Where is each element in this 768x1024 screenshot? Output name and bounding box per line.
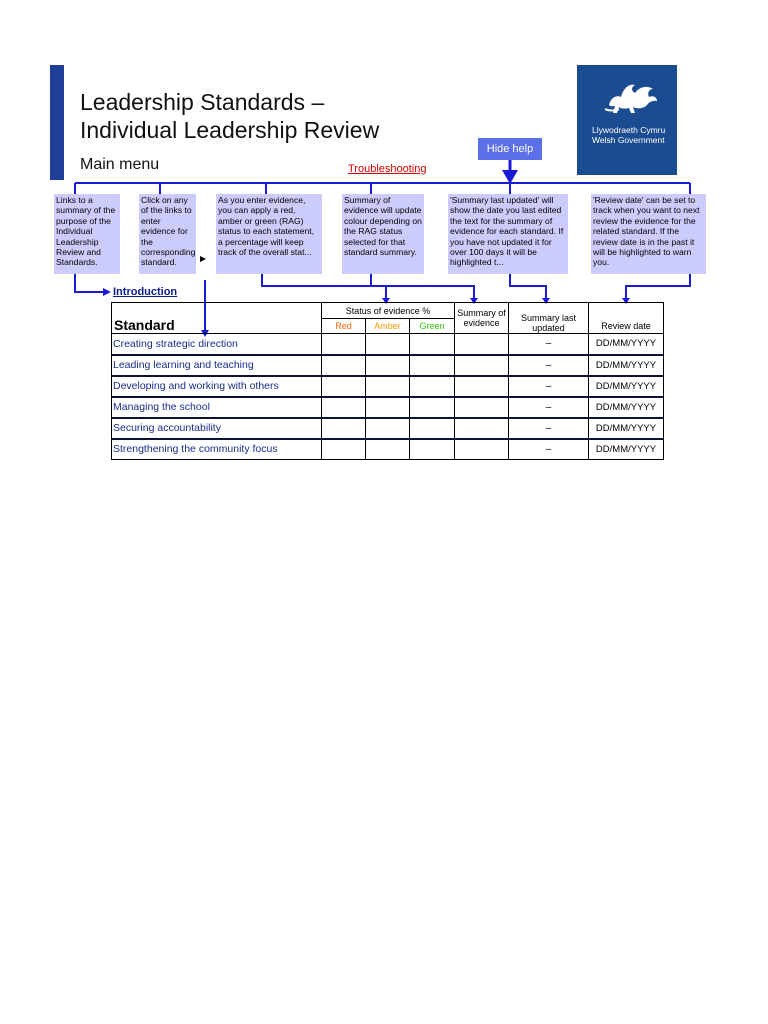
standard-link[interactable]: Developing and working with others bbox=[112, 376, 322, 397]
column-header-summary: Summary of evidence bbox=[455, 303, 509, 334]
red-percent-cell bbox=[322, 418, 366, 439]
table-row bbox=[112, 439, 664, 460]
amber-percent-cell bbox=[366, 334, 410, 355]
red-percent-cell bbox=[322, 439, 366, 460]
table-row bbox=[112, 376, 664, 397]
standard-link[interactable]: Creating strategic direction bbox=[112, 334, 322, 355]
welsh-dragon-icon bbox=[601, 75, 661, 117]
green-percent-cell bbox=[410, 355, 455, 376]
review-date-input[interactable]: DD/MM/YYYY bbox=[589, 397, 664, 418]
green-percent-cell bbox=[410, 376, 455, 397]
standard-link[interactable]: Strengthening the community focus bbox=[112, 439, 322, 460]
review-date-input[interactable]: DD/MM/YYYY bbox=[589, 334, 664, 355]
review-date-input[interactable]: DD/MM/YYYY bbox=[589, 376, 664, 397]
standard-link[interactable]: Managing the school bbox=[112, 397, 322, 418]
last-updated-cell: – bbox=[509, 334, 589, 355]
table-row bbox=[112, 418, 664, 439]
review-date-input[interactable]: DD/MM/YYYY bbox=[589, 355, 664, 376]
amber-percent-cell bbox=[366, 355, 410, 376]
column-header-review-date: Review date bbox=[589, 303, 664, 334]
column-header-last-updated: Summary last updated bbox=[509, 303, 589, 334]
red-percent-cell bbox=[322, 355, 366, 376]
help-note-summary-last-updated: 'Summary last updated' will show the date you last edited the text for the summary of evidence for each standard. If you have not updated it for over 100 days it will be highlighted t... bbox=[448, 194, 568, 274]
column-header-red: Red bbox=[322, 319, 366, 334]
red-percent-cell bbox=[322, 334, 366, 355]
summary-cell bbox=[455, 376, 509, 397]
table-row bbox=[112, 397, 664, 418]
help-note-summary-colour: Summary of evidence will update colour depending on the RAG status selected for that standard summary. bbox=[342, 194, 424, 274]
amber-percent-cell bbox=[366, 376, 410, 397]
page-title-line2: Individual Leadership Review bbox=[80, 117, 380, 143]
standards-table bbox=[111, 302, 664, 460]
last-updated-cell: – bbox=[509, 397, 589, 418]
help-note-standard-links: Click on any of the links to enter evidence for the corresponding standard. bbox=[139, 194, 196, 274]
logo-text-welsh: Llywodraeth Cymru bbox=[592, 125, 666, 135]
summary-cell bbox=[455, 418, 509, 439]
review-date-input[interactable]: DD/MM/YYYY bbox=[589, 439, 664, 460]
help-note-review-date: 'Review date' can be set to track when you want to next review the evidence for the related standard. If the review date is in the past it will be highlighted to warn you. bbox=[591, 194, 706, 274]
hide-help-button[interactable]: Hide help bbox=[478, 138, 542, 160]
logo-text-english: Welsh Government bbox=[592, 135, 665, 145]
summary-cell bbox=[455, 355, 509, 376]
green-percent-cell bbox=[410, 439, 455, 460]
amber-percent-cell bbox=[366, 439, 410, 460]
column-header-standard: Standard bbox=[112, 303, 322, 334]
last-updated-cell: – bbox=[509, 418, 589, 439]
last-updated-cell: – bbox=[509, 376, 589, 397]
page-title-line1: Leadership Standards – bbox=[80, 89, 325, 115]
last-updated-cell: – bbox=[509, 355, 589, 376]
green-percent-cell bbox=[410, 418, 455, 439]
red-percent-cell bbox=[322, 376, 366, 397]
summary-cell bbox=[455, 439, 509, 460]
welsh-government-logo bbox=[577, 65, 677, 175]
red-percent-cell bbox=[322, 397, 366, 418]
main-menu-heading: Main menu bbox=[80, 156, 160, 173]
help-note-rag-status: As you enter evidence, you can apply a red, amber or green (RAG) status to each statement, a percentage will keep track of the overall stat... bbox=[216, 194, 322, 274]
introduction-link[interactable]: Introduction bbox=[113, 286, 178, 298]
amber-percent-cell bbox=[366, 418, 410, 439]
page-title bbox=[80, 88, 379, 144]
green-percent-cell bbox=[410, 334, 455, 355]
standard-link[interactable]: Leading learning and teaching bbox=[112, 355, 322, 376]
summary-cell bbox=[455, 397, 509, 418]
troubleshooting-link[interactable]: Troubleshooting bbox=[348, 163, 427, 175]
last-updated-cell: – bbox=[509, 439, 589, 460]
title-accent-bar bbox=[50, 65, 64, 180]
column-header-status: Status of evidence % bbox=[322, 303, 455, 319]
table-row bbox=[112, 355, 664, 376]
review-date-input[interactable]: DD/MM/YYYY bbox=[589, 418, 664, 439]
column-header-green: Green bbox=[410, 319, 455, 334]
summary-cell bbox=[455, 334, 509, 355]
table-row bbox=[112, 334, 664, 355]
column-header-amber: Amber bbox=[366, 319, 410, 334]
green-percent-cell bbox=[410, 397, 455, 418]
amber-percent-cell bbox=[366, 397, 410, 418]
help-note-introduction: Links to a summary of the purpose of the Individual Leadership Review and Standards. bbox=[54, 194, 120, 274]
standard-link[interactable]: Securing accountability bbox=[112, 418, 322, 439]
